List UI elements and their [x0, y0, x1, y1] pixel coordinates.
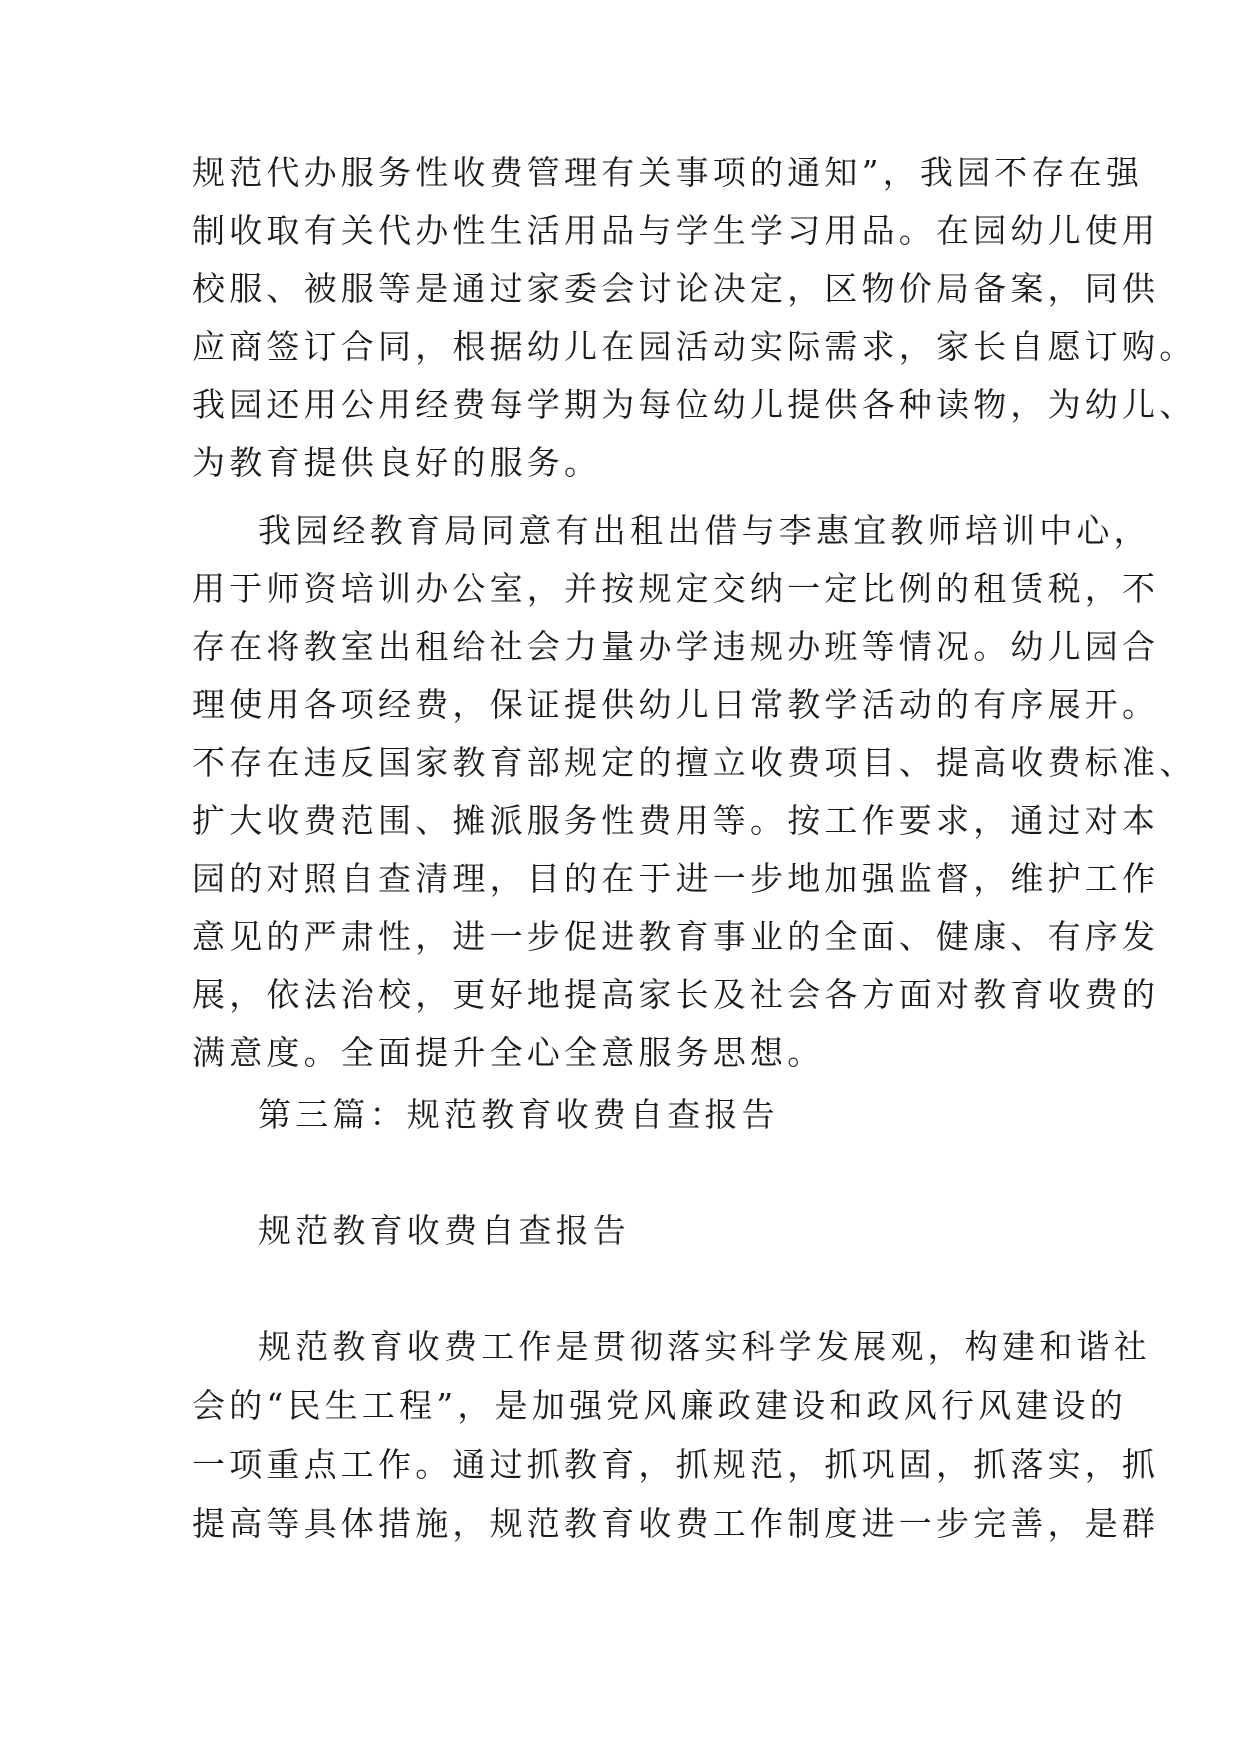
text-line: 满意度。全面提升全心全意服务思想。 — [192, 1033, 825, 1072]
text-line: 提高等具体措施，规范教育收费工作制度进一步完善，是群 — [192, 1504, 1160, 1543]
text-line: 用于师资培训办公室，并按规定交纳一定比例的租赁税，不 — [192, 569, 1160, 608]
text-line: 意见的严肃性，进一步促进教育事业的全面、健康、有序发 — [192, 917, 1160, 956]
text-line: 为教育提供良好的服务。 — [192, 443, 602, 482]
text-line: 应商签订合同，根据幼儿在园活动实际需求，家长自愿订购。 — [192, 327, 1197, 366]
text-line: 展，依法治校，更好地提高家长及社会各方面对教育收费的 — [192, 975, 1160, 1014]
text-line: 会的“民生工程”，是加强党风廉政建设和政风行风建设的 — [192, 1386, 1127, 1425]
text-line: 存在将教室出租给社会力量办学违规办班等情况。幼儿园合 — [192, 627, 1160, 666]
text-line: 不存在违反国家教育部规定的擅立收费项目、提高收费标准、 — [192, 743, 1197, 782]
text-line: 我园经教育局同意有出租出借与李惠宜教师培训中心， — [258, 511, 1151, 550]
text-line: 校服、被服等是通过家委会讨论决定，区物价局备案，同供 — [192, 269, 1160, 308]
text-line: 规范教育收费工作是贯彻落实科学发展观，构建和谐社 — [258, 1327, 1151, 1366]
text-line: 规范代办服务性收费管理有关事项的通知”，我园不存在强 — [192, 153, 1144, 192]
text-line: 制收取有关代办性生活用品与学生学习用品。在园幼儿使用 — [192, 211, 1160, 250]
text-line: 一项重点工作。通过抓教育，抓规范，抓巩固，抓落实，抓 — [192, 1445, 1160, 1484]
text-line: 理使用各项经费，保证提供幼儿日常教学活动的有序展开。 — [192, 685, 1160, 724]
section-heading: 第三篇：规范教育收费自查报告 — [258, 1095, 779, 1134]
report-title: 规范教育收费自查报告 — [258, 1211, 630, 1250]
text-line: 园的对照自查清理，目的在于进一步地加强监督，维护工作 — [192, 859, 1160, 898]
text-line: 扩大收费范围、摊派服务性费用等。按工作要求，通过对本 — [192, 801, 1160, 840]
text-line: 我园还用公用经费每学期为每位幼儿提供各种读物，为幼儿、 — [192, 385, 1197, 424]
